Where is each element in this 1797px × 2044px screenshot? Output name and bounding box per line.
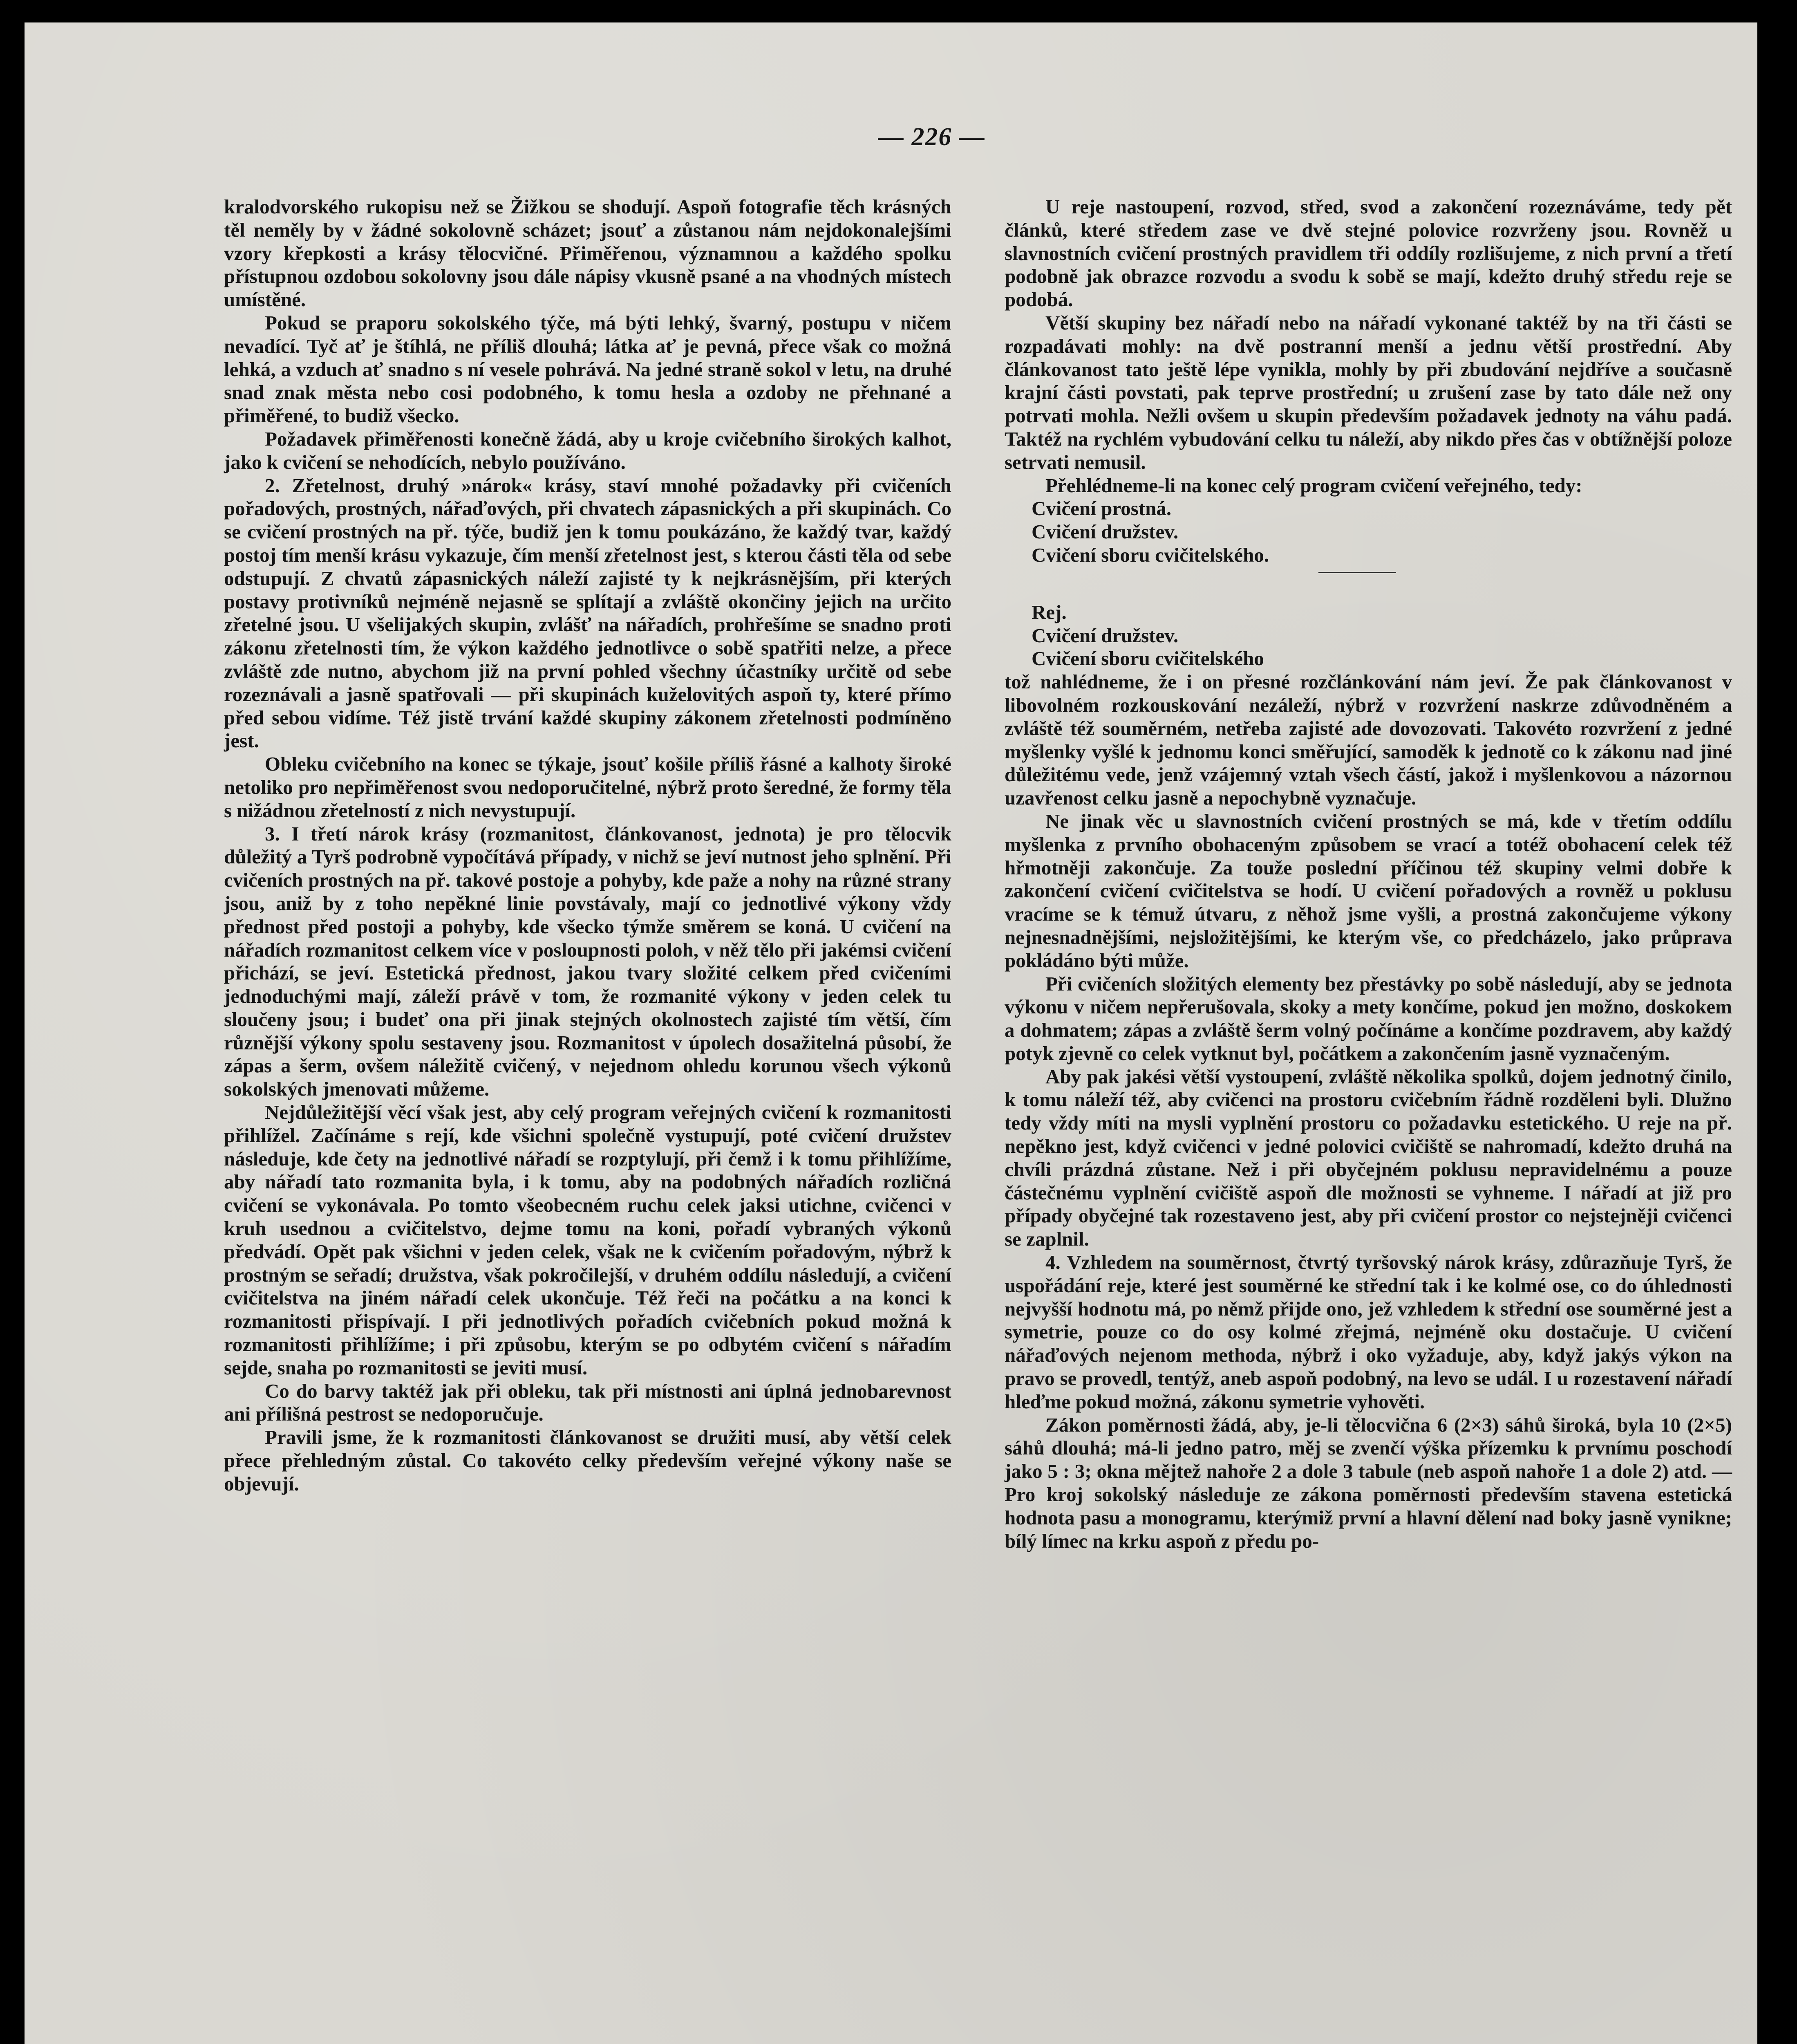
paragraph: Ne jinak věc u slavnostních cvičení prostných se má, kde v třetím oddílu myšlenka z prvního obohaceným způsobem se vrací a totéž obohacení celek též hřmotněji zakončuje. Za touže poslední příčinou též skupiny velmi dobře k zakončení cvičení cvičitelstva se hodí. U cvičení pořadových a rovněž u poklusu vracíme se k témuž útvaru, z něhož jsme vyšli, a prostná zakončujeme výkony nejnesnadnějšími, nejsložitějšími, ke kterým vše, co předcházelo, jako průprava pokládáno býti může. — [1005, 809, 1732, 972]
left-column — [224, 195, 951, 1496]
list-item: Rej. — [1032, 601, 1067, 623]
paragraph: Pravili jsme, že k rozmanitosti článkovanost se družiti musí, aby větší celek přece přehledným zůstal. Co takovéto celky především veřejné výkony naše se objevují. — [224, 1426, 951, 1495]
paragraph: Větší skupiny bez nářadí nebo na nářadí vykonané taktéž by na tři části se rozpadávati mohly: na dvě postranní menší a jednu větší prostřední. Aby článkovanost tato ještě lépe vynikla, mohly by při zbudování nejdříve a současně krajní části povstati, pak teprve prostřední; u zrušení zase by tato dále než ony potrvati mohla. Nežli ovšem u skupin především požadavek jednoty na váhu padá. Taktéž na rychlém vybudování celku tu náleží, aby nikdo přes čas v obtížnější poloze setrvati nemusil. — [1005, 311, 1732, 473]
paragraph: kralodvorského rukopisu než se Žižkou se shodují. Aspoň fotografie těch krásných těl neměly by v žádné sokolovně scházet; jsouť a zůstanou nám nejdokonalejšími vzory křepkosti a krásy tělocvičné. Přiměřenou, významnou a každého spolku přístupnou ozdobou sokolovny jsou dále nápisy vkusně psané a na vhodných místech umístěné. — [224, 195, 951, 311]
section-divider — [1318, 572, 1396, 573]
list-item: Cvičení prostná. — [1032, 497, 1172, 520]
paragraph: 2. Zřetelnost, druhý »nárok« krásy, staví mnohé požadavky při cvičeních pořadových, prostných, nářaďových, při chvatech zápasnických a při skupinách. Co se cvičení prostných na př. týče, budiž jen k tomu poukázáno, že každý tvar, každý postoj tím menší krásu vykazuje, čím menší zřetelnost jest, s kterou části těla od sebe odstupují. Z chvatů zápasnických náleží zajisté ty k nejkrásnějším, při kterých postavy protivníků nejméně nejasně se splítají a zvláště okončiny jejich na určito zřetelné jsou. U všelijakých skupin, zvlášť na nářadích, prohřešíme se snadno proti zákonu zřetelnosti tím, že výkon každého jednotlivce o sobě spatřiti nelze, a přece zvláště zde nutno, abychom již na první pohled všechny účastníky určitě od sebe rozeznávali a jasně spatřovali — při skupinách kuželovitých aspoň ty, které přímo před sebou vidíme. Též jistě trvání každé skupiny zákonem zřetelnosti podmíněno jest. — [224, 474, 951, 752]
list-item: Cvičení sboru cvičitelského. — [1032, 543, 1269, 566]
paragraph: tož nahlédneme, že i on přesné rozčlánkování nám jeví. Že pak článkovanost v libovolném rozkouskování nezáleží, nýbrž v rozvržení naskrze zdůvodněném a zvláště též souměrném, netřeba zajisté ade dovozovati. Takovéto rozvržení z jedné myšlenky vyšlé k jednomu konci směřující, samoděk k jednotě co k zákonu nad jiné důležitému vede, jenž vzájemný vztah všech částí, jakož i myšlenkovou a názornou uzavřenost celku jasně a nepochybně vyznačuje. — [1005, 670, 1732, 809]
paragraph: Obleku cvičebního na konec se týkaje, jsouť košile příliš řásné a kalhoty široké netoliko pro nepřiměřenost svou nedoporučitelné, nýbrž proto šeredné, že formy těla s nižádnou zřetelností z nich nevystupují. — [224, 753, 951, 822]
paragraph: Aby pak jakési větší vystoupení, zvláště několika spolků, dojem jednotný činilo, k tomu náleží též, aby cvičenci na prostoru cvičebním řádně rozděleni byli. Dlužno tedy vždy míti na mysli vyplnění prostoru co požadavku estetického. U reje na př. nepěkno jest, když cvičenci v jedné polovici cvičiště se nahromadí, kdežto druhá na chvíli prázdná zůstane. Než i při obyčejném poklusu nepravidelnému a pouze částečnému vyplnění cvičiště aspoň dle možnosti se vyhneme. I nářadí at již pro případy obyčejné tak rozestaveno jest, aby při cvičení prostor co nejstejněji cvičenci se zaplnil. — [1005, 1065, 1732, 1251]
spacer — [1005, 578, 1732, 601]
paragraph: Přehlédneme-li na konec celý program cvičení veřejného, tedy: — [1045, 474, 1582, 497]
page-number: — 226 — — [878, 123, 985, 151]
program-list-1 — [1005, 497, 1732, 567]
paragraph: 4. Vzhledem na souměrnost, čtvrtý tyršovský nárok krásy, zdůrazňuje Tyrš, že uspořádání reje, které jest souměrné ke střední tak i ke kolmé ose, co do úhlednosti nejvyšší hodnotu má, po němž přijde ono, jež vzhledem k střední ose souměrné jest a symetrie, pouze co do osy kolmé zřejmá, nejméně oku dostačuje. U cvičení nářaďových nejenom methoda, nýbrž i oko vyžaduje, aby, když jakýs výkon na pravo se provedl, tentýž, aneb aspoň podobný, na levo se udál. I u rozestavení nářadí hleďme pokud možná, zákonu symetrie vyhověti. — [1005, 1251, 1732, 1413]
paragraph: Nejdůležitější věcí však jest, aby celý program veřejných cvičení k rozmanitosti přihlížel. Začínáme s rejí, kde všichni společně vystupují, poté cvičení družstev následuje, kde čety na jednotlivé nářadí se rozptylují, při čemž i k tomu přihlížíme, aby nářadí tato rozmanita byla, i k tomu, aby na podobných nářadích rozličná cvičení se vykonávala. Po tomto všeobecném ruchu celek jaksi utichne, cvičenci v kruh usednou a cvičitelstvo, dejme tomu na koni, pořadí vybraných výkonů předvádí. Opět pak všichni v jeden celek, však ne k cvičením pořadovým, nýbrž k prostným se seřadí; družstva, však pokročilejší, v druhém oddílu následují, a cvičení cvičitelstva na jiném nářadí celek ukončuje. Též řeči na počátku a na konci k rozmanitosti přispívají. I při jednotlivých pořadích cvičebních pokud možná k rozmanitosti přihlížíme; i při způsobu, kterým se po odbytém cvičení s nářadím sejde, snaha po rozmanitosti se jeviti musí. — [224, 1101, 951, 1379]
paragraph: Při cvičeních složitých elementy bez přestávky po sobě následují, aby se jednota výkonu v ničem nepřerušovala, skoky a mety končíme, pokud jen možno, doskokem a dohmatem; zápas a zvláště šerm volný počínáme a končíme pozdravem, aby každý potyk zjevně co celek vytknut byl, počátkem a zakončením jasně vyznačeným. — [1005, 972, 1732, 1065]
paragraph: Co do barvy taktéž jak při obleku, tak při místnosti ani úplná jednobarevnost ani přílišná pestrost se nedoporučuje. — [224, 1379, 951, 1425]
list-item: Cvičení družstev. — [1032, 520, 1179, 543]
right-column — [1005, 195, 1732, 1553]
list-item: Cvičení družstev. — [1032, 624, 1179, 647]
paragraph: Zákon poměrnosti žádá, aby, je-li tělocvična 6 (2×3) sáhů široká, byla 10 (2×5) sáhů dlouhá; má-li jedno patro, měj se zvenčí výška přízemku k prvnímu poschodí jako 5 : 3; okna mějtež nahoře 2 a dole 3 tabule (neb aspoň nahoře 1 a dole 2) atd. — Pro kroj sokolský následuje ze zákona poměrnosti především stavena estetická hodnota pasu a monogramu, kterýmiž první a hlavní dělení nad boky jasně vynikne; bílý límec na krku aspoň z předu po- — [1005, 1413, 1732, 1552]
list-item: Cvičení sboru cvičitelského — [1032, 647, 1264, 670]
program-list-2 — [1005, 601, 1732, 670]
paragraph: U reje nastoupení, rozvod, střed, svod a zakončení rozeznáváme, tedy pět článků, které středem zase ve dvě stejné polovice rozvrženy jsou. Rovněž u slavnostních cvičení prostných pravidlem tři oddíly rozlišujeme, z nich první a třetí podobně jak obrazce rozvodu a svodu k sobě se mají, kdežto druhý středu reje se podobá. — [1005, 195, 1732, 311]
paragraph: 3. I třetí nárok krásy (rozmanitost, článkovanost, jednota) je pro tělocvik důležitý a Tyrš podrobně vypočítává případy, v nichž se jeví nutnost jeho splnění. Při cvičeních prostných na př. takové postoje a pohyby, kde paže a nohy na různé strany jsou, aniž by z toho nepěkné linie povstávaly, mají co jednotlivé výkony vždy přednost před postoji a pohyby, kde všecko týmže směrem se koná. U cvičení na nářadích rozmanitost celkem více v posloupnosti poloh, v něž tělo při jakémsi cvičení přichází, se jeví. Estetická přednost, jakou tvary složité celkem před cvičeními jednoduchými mají, záleží právě v tom, že rozmanité výkony v jeden celek tu sloučeny jsou; i budeť ona při jinak stejných okolnostech zajisté tím větší, čím různější výkony spolu sestaveny jsou. Rozmanitost v úpolech dosažitelná působí, že zápas a šerm, ovšem náležitě cvičený, v nejednom ohledu korunou všech výkonů sokolských jmenovati můžeme. — [224, 822, 951, 1100]
paragraph: Požadavek přiměřenosti konečně žádá, aby u kroje cvičebního širokých kalhot, jako k cvičení se nehodících, nebylo používáno. — [224, 427, 951, 473]
paragraph: Pokud se praporu sokolského týče, má býti lehký, švarný, postupu v ničem nevadící. Tyč ať je štíhlá, ne příliš dlouhá; látka ať je pevná, přece však co možná lehká, a vzduch ať snadno s ní vesele pohrává. Na jedné straně sokol v letu, na druhé snad znak města nebo cosi podobného, k tomu hesla a ozdoby ne přehnané a přiměřené, to budiž všecko. — [224, 311, 951, 427]
